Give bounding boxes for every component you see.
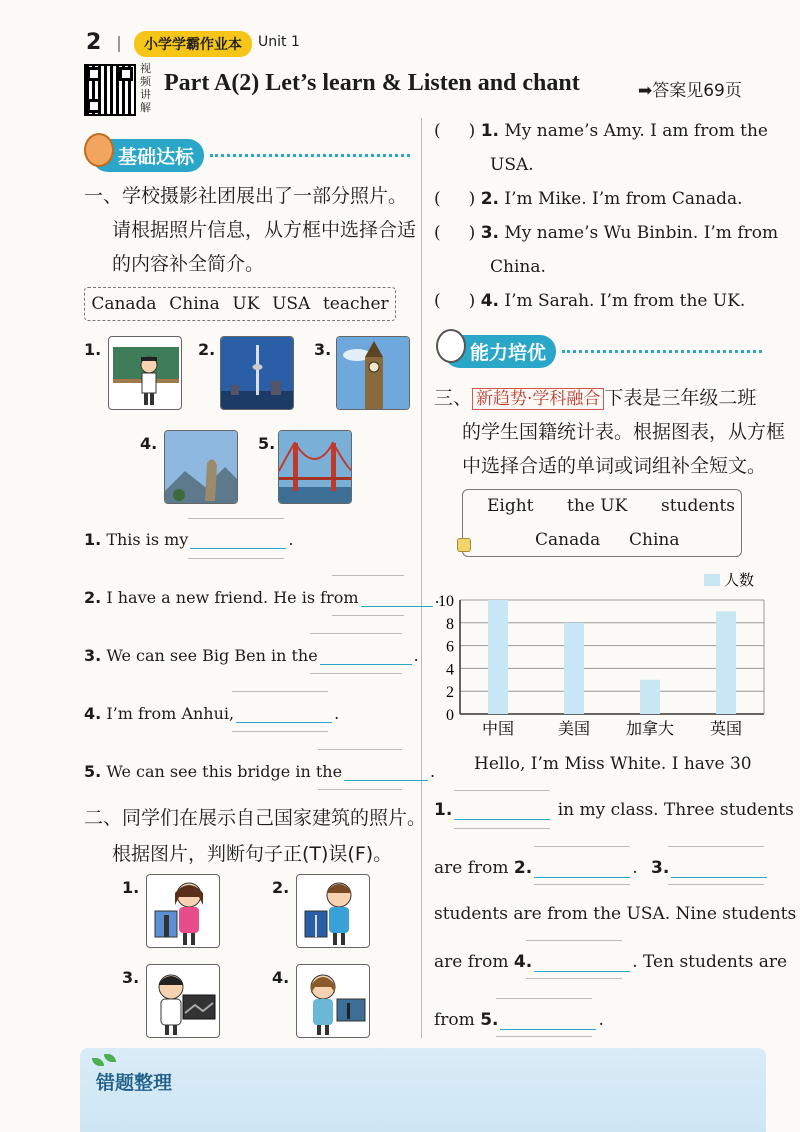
wrong-questions-area [80, 1048, 766, 1132]
statement-text: My name’s Wu Binbin. I’m from [504, 223, 779, 243]
word-option: Canada [535, 530, 601, 550]
q1-sentence-4 [84, 704, 339, 723]
unit-label: Unit 1 [258, 34, 300, 50]
picture-label: 2. [272, 878, 290, 897]
basic-banner-label: 基础达标 [118, 145, 195, 168]
advanced-banner-label: 能力培优 [470, 341, 547, 364]
answer-bracket-open: ( [434, 189, 441, 209]
y-tick-label: 0 [446, 707, 454, 724]
q1-sentence-1 [84, 530, 293, 549]
x-tick-label: 加拿大 [625, 719, 675, 738]
advanced-banner [444, 334, 762, 368]
picture-label: 3. [122, 968, 140, 987]
guide-line [188, 518, 284, 519]
banner-dots [562, 350, 762, 353]
guide-line [332, 575, 404, 576]
guide-line [496, 1036, 592, 1037]
sentence-text: I’m from Anhui, [106, 704, 235, 723]
book-title-badge: 小学学霸作业本 [134, 31, 252, 57]
statement-text: I’m Mike. I’m from Canada. [504, 189, 743, 209]
y-tick-label: 2 [446, 684, 454, 702]
wrong-questions-title: 错题整理 [96, 1072, 173, 1094]
sentence-number: 2. [84, 588, 102, 607]
sentence-text: This is my [106, 530, 189, 549]
passage-text: . [632, 858, 638, 878]
word-option: Eight [487, 496, 534, 516]
q1-word-box [84, 287, 396, 321]
basic-banner [92, 138, 410, 172]
guide-line [534, 884, 630, 885]
y-tick-label: 4 [446, 661, 454, 679]
photo-golden-gate [278, 430, 352, 504]
guide-line [232, 731, 328, 732]
picture-girl-big-ben [146, 874, 220, 948]
blank-number: 4. [513, 952, 533, 972]
y-tick-label: 10 [438, 593, 454, 610]
photo-cn-tower [220, 336, 294, 410]
dog-mascot-icon [436, 329, 466, 363]
picture-boy-great-wall [146, 964, 220, 1038]
word-option: China [629, 530, 680, 550]
answer-blank[interactable] [534, 958, 630, 972]
answer-blank[interactable] [344, 767, 428, 781]
chart-x-ticks [482, 719, 742, 738]
sentence-text: We can see Big Ben in the [106, 646, 318, 665]
advanced-banner-pill [444, 335, 556, 368]
sentence-end: . [288, 530, 294, 549]
word-option: Canada [91, 294, 157, 314]
bar-3 [640, 680, 660, 714]
q2-heading-line1: 二、同学们在展示自己国家建筑的照片。 [84, 807, 427, 829]
q3-heading-text: 下表是三年级二班 [604, 387, 757, 409]
pencil-mascot-icon [84, 133, 114, 167]
bar-1 [488, 600, 508, 714]
bar-2 [564, 623, 584, 714]
picture-boy-cn-tower [296, 874, 370, 948]
answer-bracket-open: ( [434, 223, 441, 243]
basic-banner-pill [92, 139, 204, 172]
trend-tag: 新趋势·学科融合 [472, 388, 604, 410]
q1-sentence-5 [84, 762, 435, 781]
x-tick-label: 美国 [557, 719, 591, 738]
sentence-end: . [334, 704, 340, 723]
guide-line [668, 846, 764, 847]
q3-heading-line2: 的学生国籍统计表。根据图表，从方框 [462, 421, 786, 443]
passage-text: are from [434, 952, 509, 972]
chart-bars [488, 600, 736, 714]
guide-line [526, 978, 622, 979]
answer-blank[interactable] [236, 709, 332, 723]
legend-label: 人数 [724, 571, 755, 589]
photo-label: 4. [140, 434, 158, 453]
photo-teacher [108, 336, 182, 410]
word-option: students [661, 496, 735, 516]
q1-sentence-3 [84, 646, 419, 665]
statement-number: 1. [480, 121, 499, 141]
photo-huangshan-rock [164, 430, 238, 504]
tf-item-4 [434, 284, 745, 318]
photo-label: 1. [84, 340, 102, 359]
picture-label: 4. [272, 968, 290, 987]
photo-label: 5. [258, 434, 276, 453]
sentence-text: We can see this bridge in the [106, 762, 343, 781]
guide-line [332, 615, 404, 616]
word-option: UK [232, 294, 260, 314]
answer-bracket-close: ) [468, 291, 476, 311]
answer-blank[interactable] [671, 864, 767, 878]
guide-line [310, 633, 402, 634]
answer-bracket-close: ) [468, 121, 476, 141]
q1-heading-line3: 的内容补全简介。 [112, 253, 265, 275]
tf-item-3 [434, 216, 778, 250]
answer-blank[interactable] [500, 1016, 596, 1030]
word-option: the UK [567, 496, 628, 516]
answer-blank[interactable] [361, 593, 433, 607]
sentence-number: 4. [84, 704, 102, 723]
passage-text: in my class. Three students [557, 800, 794, 820]
pencil-icon [457, 538, 471, 552]
guide-line [496, 998, 592, 999]
passage-line2 [434, 800, 794, 820]
answer-bracket-open: ( [434, 121, 441, 141]
bar-4 [716, 611, 736, 714]
passage-line5 [434, 952, 787, 972]
passage-text: . Ten students are [632, 952, 788, 972]
guide-line [318, 749, 402, 750]
sentence-end: . [413, 646, 419, 665]
q3-prefix: 三、 [434, 387, 473, 409]
answer-bracket-open: ( [434, 291, 441, 311]
x-tick-label: 英国 [709, 719, 743, 738]
passage-text: from [434, 1010, 475, 1030]
blank-number: 3. [651, 858, 670, 878]
sentence-number: 3. [84, 646, 102, 665]
answer-blank[interactable] [454, 806, 550, 820]
guide-line [310, 673, 402, 674]
answer-blank[interactable] [534, 864, 630, 878]
tf-item-2 [434, 182, 743, 216]
guide-line [534, 846, 630, 847]
word-option: China [169, 294, 220, 314]
blank-number: 2. [513, 858, 533, 878]
y-tick-label: 6 [446, 638, 454, 656]
q3-word-box [462, 489, 742, 557]
tf-item-1-line2: USA. [490, 155, 534, 175]
passage-line6 [434, 1010, 604, 1030]
guide-line [454, 790, 550, 791]
word-option: USA [272, 294, 311, 314]
part-title: Part A(2) Let’s learn & Listen and chant [164, 70, 580, 96]
answer-blank[interactable] [190, 535, 286, 549]
picture-label: 1. [122, 878, 140, 897]
q1-heading-line1: 一、学校摄影社团展出了一部分照片。 [84, 185, 408, 207]
nationality-bar-chart [430, 570, 766, 742]
answer-bracket-close: ) [468, 189, 476, 209]
statement-number: 3. [480, 223, 499, 243]
tf-item-1 [434, 114, 768, 148]
sentence-number: 5. [84, 762, 102, 781]
passage-line1: Hello, I’m Miss White. I have 30 [474, 754, 752, 774]
statement-text: I’m Sarah. I’m from the UK. [504, 291, 746, 311]
qr-caption: 视频讲解 [140, 62, 151, 114]
picture-girl-bridge [296, 964, 370, 1038]
blank-number: 5. [480, 1010, 499, 1030]
qr-code[interactable] [84, 64, 136, 116]
guide-line [188, 558, 284, 559]
passage-line3 [434, 858, 769, 878]
page-number: 2 [86, 30, 102, 55]
guide-line [668, 884, 764, 885]
q1-sentence-2 [84, 588, 440, 607]
passage-text: are from [434, 858, 509, 878]
sentence-number: 1. [84, 530, 102, 549]
photo-label: 3. [314, 340, 332, 359]
x-tick-label: 中国 [481, 719, 515, 738]
passage-text: . [598, 1010, 604, 1030]
guide-line [318, 789, 402, 790]
q3-heading-line3: 中选择合适的单词或词组补全短文。 [462, 455, 767, 477]
y-tick-label: 8 [446, 615, 454, 633]
sentence-end: . [430, 762, 436, 781]
photo-label: 2. [198, 340, 216, 359]
blank-number: 1. [434, 800, 453, 820]
q2-heading-line2: 根据图片，判断句子正(T)误(F)。 [112, 843, 393, 865]
statement-number: 4. [480, 291, 499, 311]
guide-line [454, 828, 550, 829]
answer-bracket-close: ) [468, 223, 476, 243]
passage-line4: students are from the USA. Nine students [434, 904, 797, 924]
sentence-end: . [434, 588, 440, 607]
guide-line [526, 940, 622, 941]
guide-line [232, 691, 328, 692]
answer-blank[interactable] [320, 651, 412, 665]
legend-swatch [704, 574, 720, 586]
tf-item-3-line2: China. [490, 257, 546, 277]
statement-text: My name’s Amy. I am from the [504, 121, 768, 141]
q3-heading-line1 [434, 380, 756, 417]
sentence-text: I have a new friend. He is from [106, 588, 359, 607]
statement-number: 2. [480, 189, 499, 209]
answer-reference: ➡答案见69页 [638, 81, 742, 101]
word-option: teacher [322, 294, 389, 314]
column-divider [421, 118, 422, 1038]
q1-heading-line2: 请根据照片信息，从方框中选择合适 [112, 219, 417, 241]
photo-big-ben [336, 336, 410, 410]
chart-y-ticks [438, 593, 454, 724]
header-separator [118, 36, 120, 52]
banner-dots [210, 154, 410, 157]
